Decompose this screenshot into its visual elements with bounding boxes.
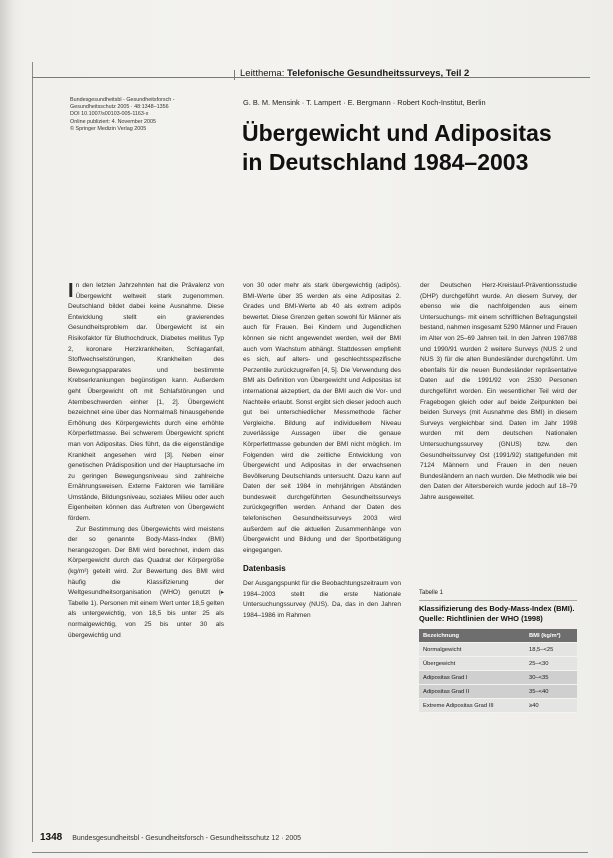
series-heading xyxy=(240,68,469,79)
title-line-2: in Deutschland 1984–2003 xyxy=(242,149,529,175)
publication-meta xyxy=(70,97,220,133)
meta-line: Bundesgesundheitsbl - Gesundheitsforsch - xyxy=(70,97,175,103)
table-row xyxy=(419,685,577,699)
table-row xyxy=(419,643,577,657)
table-row xyxy=(419,699,577,713)
meta-line: © Springer Medizin Verlag 2005 xyxy=(70,125,147,132)
footer-rule xyxy=(32,852,588,853)
cell: 35–<40 xyxy=(529,688,549,695)
margin-rule xyxy=(32,62,33,842)
body-column-3 xyxy=(420,281,577,503)
table-header xyxy=(419,629,577,643)
table-row xyxy=(419,671,577,685)
series-title: Telefonische Gesundheitssurveys, Teil 2 xyxy=(287,68,470,79)
cell: Normalgewicht xyxy=(423,646,462,653)
header-cell: BMI (kg/m²) xyxy=(529,632,561,639)
series-label: Leitthema: xyxy=(240,68,285,79)
paragraph: n den letzten Jahrzehnten hat die Prävalenz von Übergewicht weltweit stark zugenommen. Deutschland bildet dabei keine Ausnahme. Diese Entwicklung stellt ein gravierendes Gesundheitsproblem dar. Übergewicht ist ein Risikofaktor für Bluthochdruck, Diabetes mellitus Typ 2, koronare Herzkrankheiten, Schlaganfall, Stoffwechselstörungen, Krankheiten des Bewegungsapparates und bestimmte Krebserkrankungen begünstigen kann. Außerdem geht Übergewicht oft mit Schlafstörungen und Atembeschwerden einher [1, 2]. Übergewicht bezeichnet eine über das Normalmaß hinausgehende Erhöhung des Körpergewichts durch eine erhöhte Körperfettmasse. Bei schwerem Übergewicht spricht man von Adipositas. Dies führt, da die eigenständige Krankheit angesehen wird [3]. Neben einer genetischen Prädisposition und der Hauptursache im zu geringen Bewegungsniveau sind zahlreiche Ernährungsweisen. Externe Faktoren wie familiäre Umstände, Bildungsniveau, soziales Milieu oder auch Eigenheiten können das Auftreten von Übergewicht fördern. xyxy=(68,282,224,523)
footer-journal: Bundesgesundheitsbl - Gesundheitsforsch - Gesundheitsschutz 12 · 2005 xyxy=(72,835,302,842)
header-cell: Bezeichnung xyxy=(423,632,460,639)
drop-cap: I xyxy=(68,280,74,302)
page-number: 1348 xyxy=(40,832,63,843)
section-heading: Datenbasis xyxy=(243,564,286,574)
body-column-1 xyxy=(68,281,224,641)
header-tick xyxy=(234,70,235,80)
author-line: G. B. M. Mensink · T. Lampert · E. Bergmann · Robert Koch-Institut, Berlin xyxy=(243,98,486,107)
cell: Adipositas Grad I xyxy=(423,674,468,681)
table-caption: Klassifizierung des Body-Mass-Index (BMI). Quelle: Richtlinien der WHO (1998) xyxy=(419,604,575,623)
paragraph: von 30 oder mehr als stark übergewichtig (adipös). BMI-Werte über 35 werden als eine Adipositas 2. Grades und BMI-Werte ab 40 als extrem adipös bewertet. Diese Grenzen gelten sowohl für Männer als auch für Frauen. Bei Kindern und Jugendlichen können sie nicht angewendet werden, weil der BMI auch vom Wachstum abhängt. Stattdessen empfiehlt es sich, auf alters- und geschlechtsspezifische Perzentile zurückzugreifen [4, 5]. Die Verwendung des BMI als Definition von Übergewicht und Adipositas ist international akzeptiert, da der BMI auch die Vor- und Nachteile erlaubt. Sonst ergibt sich dieser jedoch auch gut bei unterschiedlicher Messmethode fächer Vergleiche. Bildung auf individuellem Niveau zuverlässige Aussagen über die genaue Körperfettmasse gebunden der BMI nicht möglich. Im Folgenden wird die zeitliche Entwicklung von Übergewicht und Adipositas in der erwachsenen Bevölkerung Deutschlands untersucht. Dazu kann auf Daten der seit 1984 in mehrjährigen Abständen bundesweit durchgeführten Gesundheitssurveys zurückgegriffen werden. Anhand der Daten des telefonischen Gesundheitssurveys 2003 wird außerdem auf die aktuellen Zusammenhänge von Übergewicht und Bildung und der Sportbetätigung eingegangen. xyxy=(243,282,401,554)
title-line-1: Übergewicht und Adipositas xyxy=(242,120,552,146)
cell: 30–<35 xyxy=(529,674,549,681)
cell: Adipositas Grad II xyxy=(423,688,470,695)
cell: 18,5–<25 xyxy=(529,646,554,653)
scan-shadow xyxy=(0,0,14,858)
table-row xyxy=(419,657,577,671)
meta-line: DOI 10.1007/s00103-005-1163-x xyxy=(70,111,149,118)
article-title xyxy=(242,119,552,177)
bmi-table xyxy=(419,590,577,713)
meta-line: Gesundheitsschutz 2005 · 48:1348–1356 xyxy=(70,104,169,111)
cell: Übergewicht xyxy=(423,660,456,667)
meta-line: Online publiziert: 4. November 2005 xyxy=(70,118,156,125)
cell: 25–<30 xyxy=(529,660,549,667)
paragraph: der Deutschen Herz-Kreislauf-Präventionsstudie (DHP) durchgeführt wurde. An diesem Survey, der ebenso wie die nachfolgenden aus einem Untersuchungs- mit einem schriftlichen Befragungsteil bestand, nahmen insgesamt 5290 Männer und Frauen im Alter von 25–69 Jahren teil. In den Jahren 1987/88 und 1990/91 wurden 2 weitere Surveys (NUS 2 und NUS 3) für die alten Bundesländer durchgeführt. Um ebenfalls für die neuen Bundesländer repräsentative Daten auf die 1991/92 von 2530 Personen durchgeführt worden. Ein wesentlicher Teil wird der Fragebogen gleich oder auf beide Zeitpunkten bei beiden Surveys (mit Ausnahme des BMI) in diesem Surveys vergleichbar sind. Daten im Jahr 1998 wurden mit dem deutschen Nationalen Untersuchungssurvey (GNUS) bzw. den Gesundheitssurvey Ost (1991/92) stattgefunden mit 7124 Männern und Frauen in den neuen Bundesländern an nach wurden. Die Methodik wie bei den Daten der Altersbereich wurde jedoch auf 18–79 Jahre ausgeweitet. xyxy=(420,282,577,501)
cell: Extreme Adipositas Grad III xyxy=(423,702,494,709)
cell: ≥40 xyxy=(529,702,539,709)
page-footer xyxy=(40,832,301,843)
paragraph: Der Ausgangspunkt für die Beobachtungszeitraum von 1984–2003 stellt die erste Nationale Untersuchungssurvey (NUS). Da, das in den Jahren 1984–1986 im Rahmen xyxy=(243,580,401,619)
table-label: Tabelle 1 xyxy=(419,590,577,601)
body-column-2 xyxy=(243,281,401,621)
paragraph: Zur Bestimmung des Übergewichts wird meistens der so genannte Body-Mass-Index (BMI) herangezogen. Der BMI wird berechnet, indem das Körpergewicht durch das Quadrat der Körpergröße (kg/m²) geteilt wird. Zur Bewertung des BMI wird häufig die Klassifizierung der Weltgesundheitsorganisation (WHO) genutzt (▸ Tabelle 1). Personen mit einem Wert unter 18,5 gelten als untergewichtig, von 18,5 bis unter 25 als normalgewichtig, von 25 bis unter 30 als übergewichtig und xyxy=(68,525,224,639)
